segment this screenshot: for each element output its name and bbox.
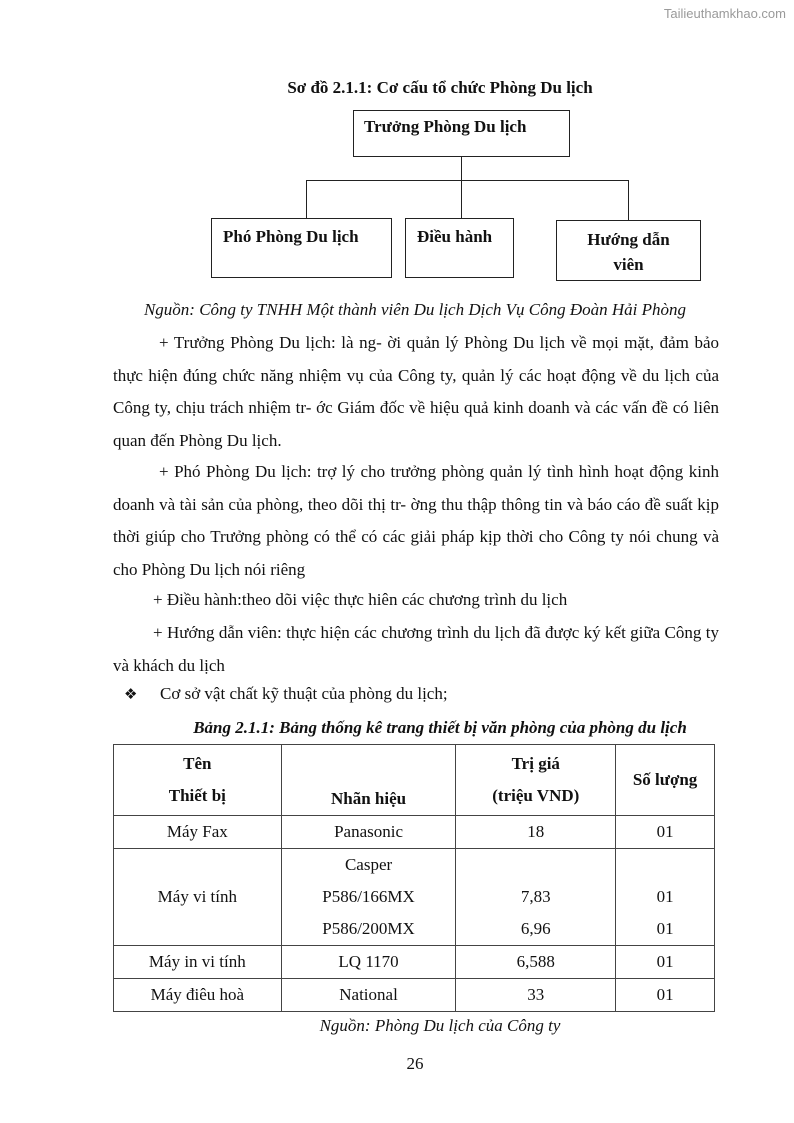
table-title: Bảng 2.1.1: Bảng thống kê trang thiết bị văn phòng của phòng du lịch — [193, 718, 687, 737]
cell-brand: National — [281, 979, 456, 1012]
table-header-row — [114, 745, 715, 816]
cell-brand: Panasonic — [281, 816, 456, 849]
cell-value-spacer — [456, 849, 615, 881]
header-value-line2: (triệu VND) — [492, 786, 580, 805]
org-box-operations-label: Điều hành — [417, 227, 493, 246]
header-name-line2: Thiết bị — [168, 786, 226, 805]
org-box-head-label: Trưởng Phòng Du lịch — [364, 117, 527, 136]
header-brand — [281, 745, 456, 816]
org-box-deputy — [211, 218, 392, 278]
cell-qty: 01 — [616, 979, 715, 1012]
cell-qty: 01 — [616, 816, 715, 849]
header-qty-label: Số lượng — [632, 770, 698, 789]
connector-vertical-right — [628, 180, 629, 220]
connector-horizontal — [306, 180, 629, 181]
header-qty — [616, 745, 715, 816]
connector-vertical-left — [306, 180, 307, 218]
org-chart-title: Sơ đồ 2.1.1: Cơ cấu tổ chức Phòng Du lịch — [287, 78, 593, 97]
cell-brand — [281, 849, 456, 946]
org-box-deputy-label: Phó Phòng Du lịch — [223, 227, 359, 246]
cell-qty-spacer — [616, 849, 714, 881]
table-row — [114, 849, 715, 946]
org-chart-source: Nguồn: Công ty TNHH Một thành viên Du lịch Dịch Vụ Công Đoàn Hải Phòng — [143, 300, 687, 319]
paragraph-deputy-role: + Phó Phòng Du lịch: trợ lý cho trưởng phòng quản lý tình hình hoạt động kinh doanh và tài sản của phòng, theo dõi thị tr- ờng thu thập thông tin và báo cáo đề suất kịp thời giúp cho Trưởng phòng có thể có các giải pháp kịp thời cho Công ty nói chung và cho Phòng Du lịch nói riêng — [113, 462, 719, 579]
paragraph-guide-role: + Hướng dẫn viên: thực hiện các chương trình du lịch đã được ký kết giữa Công ty và khách du lịch — [113, 623, 719, 675]
org-box-guide-label: Hướng dẫn viên — [587, 230, 670, 274]
table-row — [114, 979, 715, 1012]
diamond-bullet-icon: ❖ — [124, 685, 138, 703]
cell-value-line: 6,96 — [520, 919, 551, 938]
cell-brand-line: P586/200MX — [322, 919, 415, 938]
header-brand-label: Nhãn hiệu — [330, 789, 407, 808]
org-box-guide — [556, 220, 701, 281]
header-value — [456, 745, 616, 816]
table-source: Nguồn: Phòng Du lịch của Công ty — [319, 1016, 561, 1035]
header-name-line1: Tên — [183, 754, 212, 773]
cell-brand-line: P586/166MX — [322, 887, 415, 906]
cell-value: 18 — [456, 816, 616, 849]
cell-qty-line: 01 — [656, 887, 674, 906]
cell-qty-line: 01 — [656, 919, 674, 938]
cell-value: 6,588 — [456, 946, 616, 979]
org-box-operations — [405, 218, 514, 278]
cell-value: 33 — [456, 979, 616, 1012]
paragraph-operations-role: + Điều hành:theo dõi việc thực hiên các chương trình du lịch — [153, 590, 568, 609]
org-box-head — [353, 110, 570, 157]
paragraph-head-role: + Trưởng Phòng Du lịch: là ng- ời quản lý Phòng Du lịch về mọi mặt, đảm bảo thực hiện đúng chức năng nhiệm vụ của Công ty, quản lý các hoạt động về du lịch của Công ty, chịu trách nhiệm tr- ớc Giám đốc về hiệu quả kinh doanh và các vấn đề có liên quan đến Phòng Du lịch. — [113, 333, 719, 450]
cell-name — [114, 849, 282, 946]
connector-vertical-head — [461, 157, 462, 181]
cell-qty — [616, 849, 715, 946]
header-value-line1: Trị giá — [511, 754, 560, 773]
cell-name: Máy điêu hoà — [114, 979, 282, 1012]
header-name — [114, 745, 282, 816]
watermark-text: Tailieuthamkhao.com — [663, 6, 786, 21]
equipment-table — [113, 744, 715, 1012]
cell-value-line: 7,83 — [520, 887, 551, 906]
cell-name-text: Máy vi tính — [157, 887, 237, 906]
cell-brand: LQ 1170 — [281, 946, 456, 979]
cell-qty: 01 — [616, 946, 715, 979]
bullet-facilities-text: Cơ sở vật chất kỹ thuật của phòng du lịch; — [160, 684, 448, 703]
cell-brand-line: Casper — [344, 855, 393, 874]
table-row — [114, 946, 715, 979]
cell-value — [456, 849, 616, 946]
bullet-facilities — [124, 684, 448, 704]
cell-name: Máy Fax — [114, 816, 282, 849]
table-row — [114, 816, 715, 849]
page-number: 26 — [406, 1054, 424, 1073]
connector-vertical-middle — [461, 180, 462, 218]
cell-name: Máy in vi tính — [114, 946, 282, 979]
